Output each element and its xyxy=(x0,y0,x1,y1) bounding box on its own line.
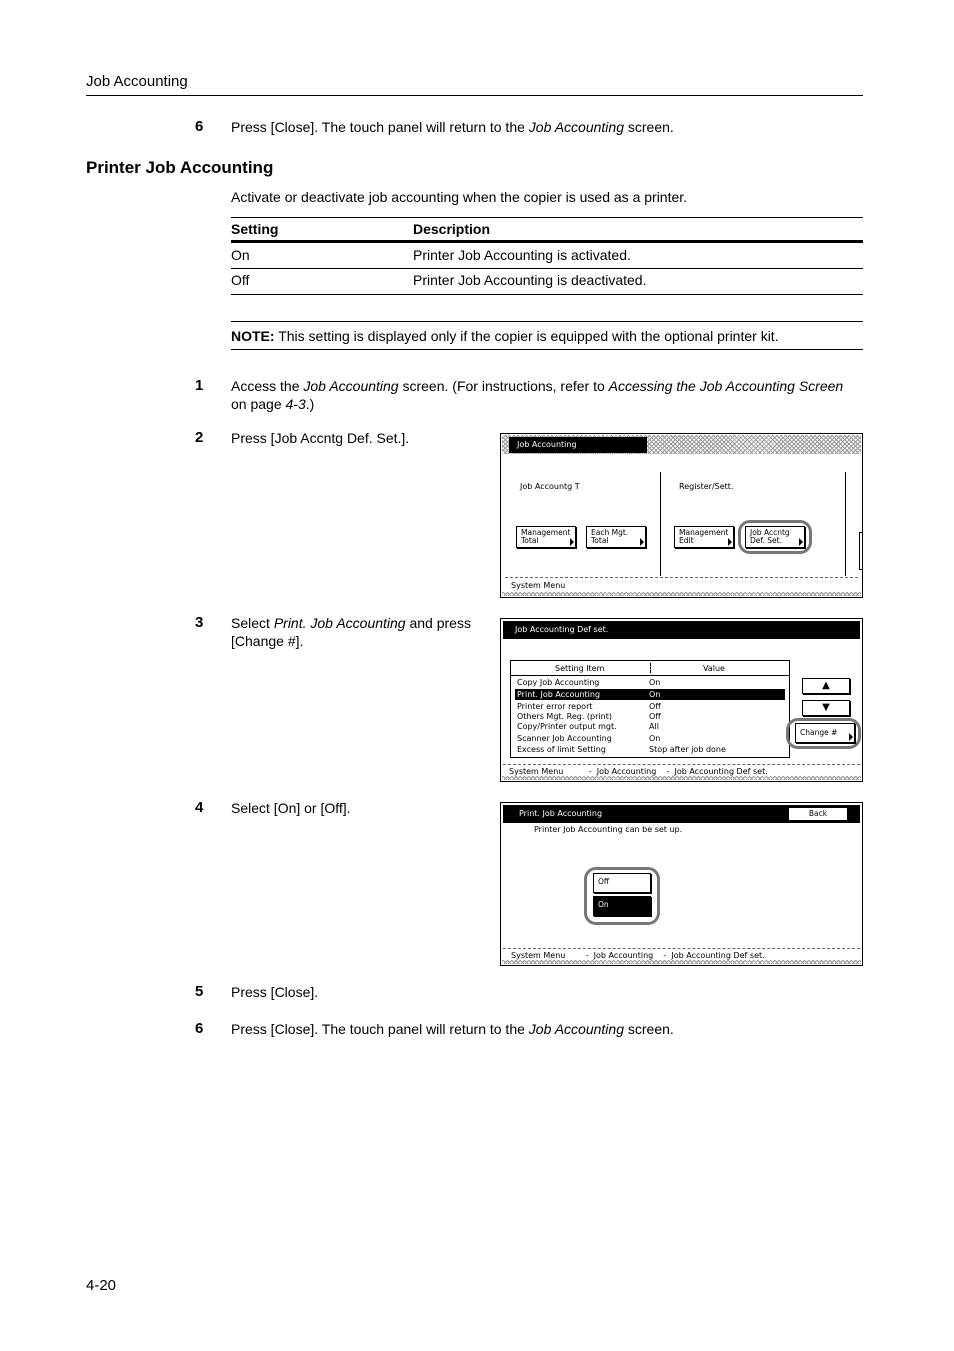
arrow-icon xyxy=(728,538,732,546)
change-number-button[interactable]: Change # xyxy=(795,723,855,743)
table-row-rule xyxy=(231,268,863,269)
table-cell: Printer Job Accounting is deactivated. xyxy=(413,272,647,288)
table-header-setting: Setting xyxy=(231,221,279,237)
note: NOTE: This setting is displayed only if the copier is equipped with the optional printer kit. xyxy=(231,328,779,344)
settings-table xyxy=(510,660,790,758)
table-cell: Off xyxy=(231,272,250,288)
table-row[interactable]: Others Mgt. Reg. (print) Off xyxy=(517,712,661,721)
table-header-description: Description xyxy=(413,221,491,237)
arrow-icon xyxy=(640,538,644,546)
bottom-pattern xyxy=(502,960,861,964)
step-number: 5 xyxy=(195,983,204,1000)
bottom-pattern xyxy=(502,592,861,596)
screen-title: Job Accounting xyxy=(509,437,647,453)
table-row[interactable]: Printer error report Off xyxy=(517,702,661,711)
table-row[interactable]: Scanner Job Accounting On xyxy=(517,734,661,743)
step-number: 6 xyxy=(195,1020,204,1037)
table-top-rule xyxy=(231,217,863,218)
screen-print-job-accounting xyxy=(500,802,863,966)
step-number: 1 xyxy=(195,377,204,394)
screen-job-accounting-def-set xyxy=(500,618,863,782)
back-button[interactable]: Back xyxy=(788,807,848,821)
arrow-icon xyxy=(849,733,853,741)
footer-divider xyxy=(503,948,860,949)
table-cell: Printer Job Accounting is activated. xyxy=(413,247,631,263)
header-rule xyxy=(86,95,863,96)
column-divider xyxy=(650,663,651,673)
settings-table-header xyxy=(511,661,789,676)
scroll-up-button[interactable] xyxy=(802,678,850,694)
step-text: Press [Close]. The touch panel will return to the Job Accounting screen. xyxy=(231,1021,674,1037)
step-number: 3 xyxy=(195,614,204,631)
footer-divider xyxy=(503,764,860,765)
page-number: 4-20 xyxy=(86,1277,117,1294)
step-text: Press [Close]. xyxy=(231,984,319,1000)
divider xyxy=(845,472,846,576)
note-top-rule xyxy=(231,321,863,322)
down-arrow-icon: ▼ xyxy=(822,702,830,713)
table-row-selected[interactable]: Print. Job Accounting On xyxy=(515,689,785,700)
screen-message: Printer Job Accounting can be set up. xyxy=(534,825,683,834)
step-number: 6 xyxy=(195,118,204,135)
job-accntg-def-set-button[interactable]: Job Accntg Def. Set. xyxy=(745,526,805,548)
on-option-button-selected[interactable]: On xyxy=(593,896,651,916)
screen-job-accounting xyxy=(500,433,863,598)
job-accounting-total-label: Job Accountg T xyxy=(520,482,580,491)
register-setting-label: Register/Sett. xyxy=(679,482,734,491)
footer-divider xyxy=(505,577,858,578)
arrow-icon xyxy=(799,538,803,546)
section-title: Printer Job Accounting xyxy=(86,158,274,177)
table-bottom-rule xyxy=(231,294,863,295)
management-total-button[interactable]: Management Total xyxy=(516,526,576,548)
step-number: 4 xyxy=(195,799,204,816)
step-text: Access the Job Accounting screen. (For instructions, refer to Accessing the Job Accounting Screen on page 4-3.) xyxy=(231,378,844,412)
table-row[interactable]: Copy/Printer output mgt. All xyxy=(517,722,659,731)
screen-title: Print. Job Accounting xyxy=(503,805,860,823)
step-number: 2 xyxy=(195,429,204,446)
bottom-pattern xyxy=(502,776,861,780)
screen-title: Job Accounting Def set. xyxy=(503,621,860,639)
system-menu-label: System Menu xyxy=(511,581,566,590)
scroll-down-button[interactable] xyxy=(802,700,850,716)
table-header-rule xyxy=(231,240,863,243)
running-header: Job Accounting xyxy=(86,73,188,90)
off-option-button[interactable]: Off xyxy=(593,873,651,893)
divider xyxy=(660,472,661,576)
up-arrow-icon: ▲ xyxy=(822,680,830,691)
note-bottom-rule xyxy=(231,349,863,350)
column-header-value: Value xyxy=(703,664,725,673)
management-edit-button[interactable]: Management Edit xyxy=(674,526,734,548)
each-mgt-total-button[interactable]: Each Mgt. Total xyxy=(586,526,646,548)
step-text: Select Print. Job Accounting and press [Change #]. xyxy=(231,615,471,649)
breadcrumb: System Menu - Job Accounting - Job Accounting Def set. xyxy=(511,951,765,960)
table-cell: On xyxy=(231,247,250,263)
step-text: Select [On] or [Off]. xyxy=(231,800,351,816)
table-row[interactable]: Excess of limit Setting Stop after job done xyxy=(517,745,726,754)
step-text: Press [Close]. The touch panel will return to the Job Accounting screen. xyxy=(231,119,674,135)
breadcrumb: System Menu - Job Accounting - Job Accounting Def set. xyxy=(509,767,768,776)
arrow-icon xyxy=(570,538,574,546)
section-intro: Activate or deactivate job accounting when the copier is used as a printer. xyxy=(231,189,688,205)
scroll-edge xyxy=(859,532,863,570)
column-header-setting-item: Setting Item xyxy=(555,664,605,673)
step-text: Press [Job Accntg Def. Set.]. xyxy=(231,430,410,446)
table-row[interactable]: Copy Job Accounting On xyxy=(517,678,661,687)
